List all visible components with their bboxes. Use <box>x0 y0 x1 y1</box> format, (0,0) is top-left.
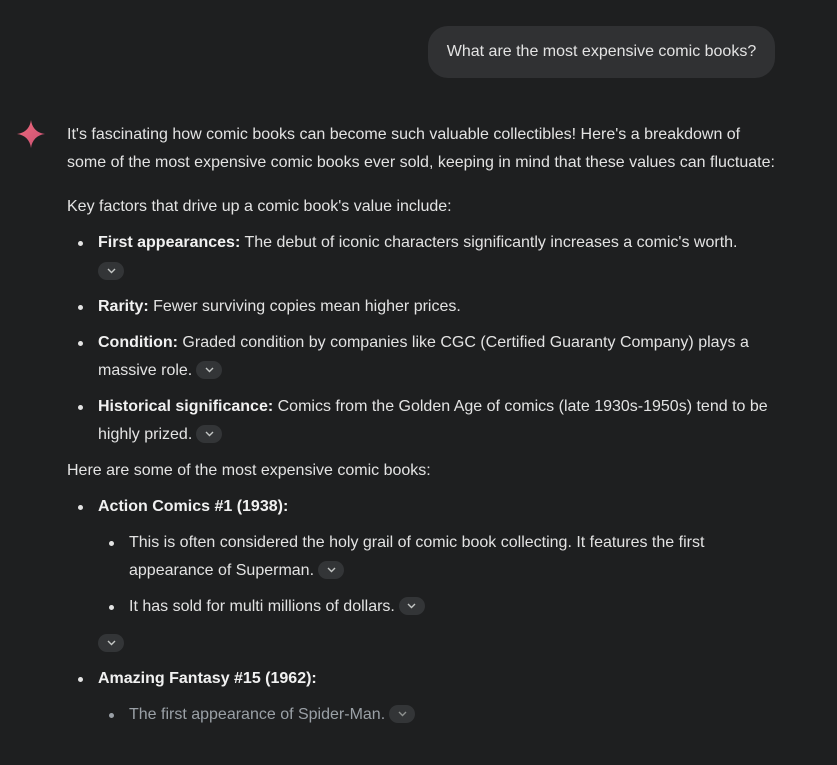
factor-text: Graded condition by companies like CGC (Certified Guaranty Company) plays a massive role. <box>98 334 749 379</box>
books-list <box>67 493 777 729</box>
source-chip-button[interactable] <box>98 634 124 652</box>
gemini-spark-icon <box>17 120 45 148</box>
list-item <box>67 493 777 657</box>
book-title: Amazing Fantasy #15 (1962): <box>98 670 317 687</box>
factors-list <box>67 229 777 449</box>
user-prompt-text: What are the most expensive comic books? <box>446 43 757 60</box>
chevron-down-icon <box>107 640 116 646</box>
factor-label: First appearances: <box>98 234 241 251</box>
list-item <box>98 529 777 585</box>
factors-heading: Key factors that drive up a comic book's value include: <box>67 198 452 215</box>
book-points <box>98 701 777 729</box>
source-chip-button[interactable] <box>196 361 222 379</box>
book-point-text: This is often considered the holy grail of comic book collecting. It features the first appearance of Superman. <box>129 534 705 579</box>
book-points <box>98 529 777 621</box>
book-point-text: The first appearance of Spider-Man. <box>129 706 386 723</box>
books-heading: Here are some of the most expensive comic books: <box>67 462 431 479</box>
model-response <box>67 121 777 737</box>
factor-text: Comics from the Golden Age of comics (late 1930s-1950s) tend to be highly prized. <box>98 398 768 443</box>
factor-label: Rarity: <box>98 298 149 315</box>
source-chip-button[interactable] <box>389 705 415 723</box>
factor-text: The debut of iconic characters significantly increases a comic's worth. <box>240 234 738 251</box>
chevron-down-icon <box>398 711 407 717</box>
factor-text: Fewer surviving copies mean higher prices. <box>148 298 461 315</box>
book-point-text: It has sold for multi millions of dollars. <box>129 598 395 615</box>
factor-label: Condition: <box>98 334 178 351</box>
chevron-down-icon <box>407 603 416 609</box>
list-item <box>98 593 777 621</box>
chevron-down-icon <box>205 367 214 373</box>
book-title: Action Comics #1 (1938): <box>98 498 289 515</box>
list-item <box>67 329 777 385</box>
source-chip-button[interactable] <box>399 597 425 615</box>
list-item <box>67 293 777 321</box>
response-intro: It's fascinating how comic books can become such valuable collectibles! Here's a breakdown of some of the most expensive comic books ever sold, keeping in mind that these values can fluctuate: <box>67 126 775 171</box>
chevron-down-icon <box>327 567 336 573</box>
list-item <box>67 665 777 729</box>
user-prompt-bubble <box>428 26 775 78</box>
factor-label: Historical significance: <box>98 398 274 415</box>
list-item <box>98 701 777 729</box>
source-chip-button[interactable] <box>196 425 222 443</box>
list-item <box>67 393 777 449</box>
chevron-down-icon <box>107 268 116 274</box>
source-chip-button[interactable] <box>318 561 344 579</box>
source-chip-button[interactable] <box>98 262 124 280</box>
chevron-down-icon <box>205 431 214 437</box>
list-item <box>67 229 777 285</box>
